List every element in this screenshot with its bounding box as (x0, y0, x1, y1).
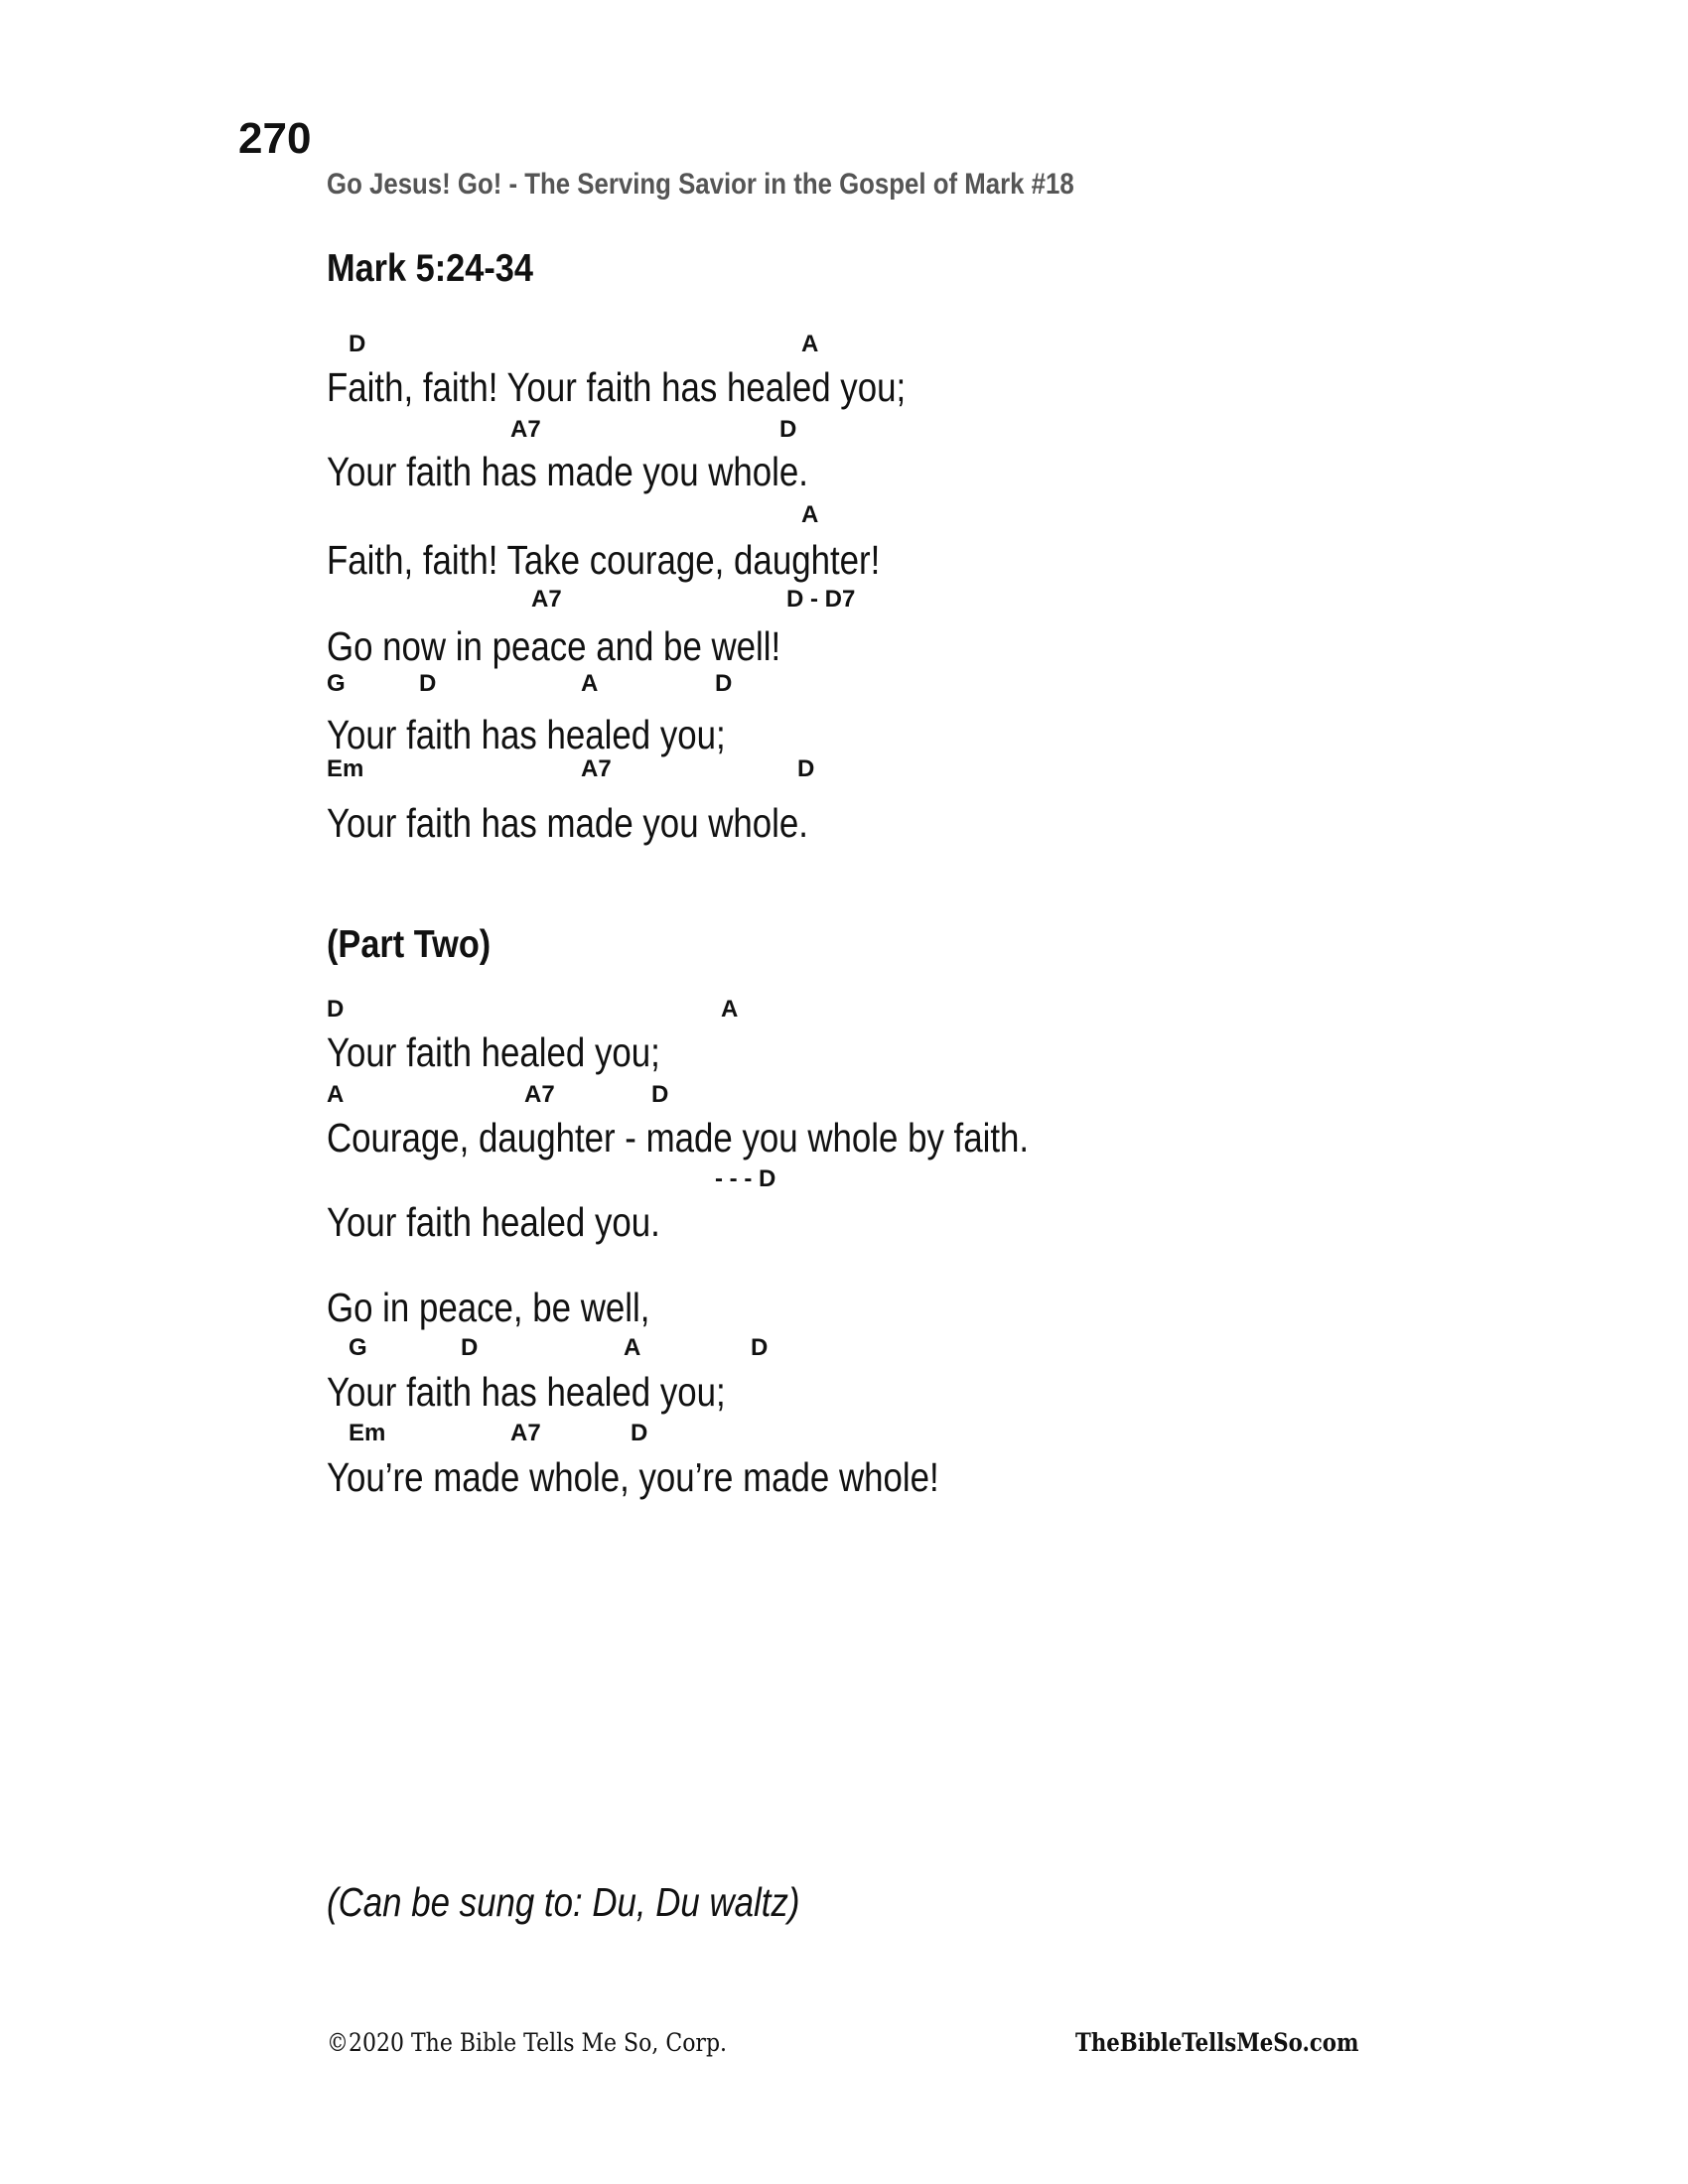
chord: A (801, 501, 819, 528)
part-two-heading: (Part Two) (327, 923, 492, 966)
lyric-line: You’re made whole, you’re made whole! (327, 1454, 939, 1500)
chord: - - - D (715, 1165, 776, 1192)
website-link[interactable]: TheBibleTellsMeSo.com (1075, 2028, 1359, 2057)
chord: A7 (581, 755, 612, 782)
chord: A (721, 996, 739, 1023)
chord: D (631, 1420, 648, 1446)
chord: A (624, 1334, 641, 1361)
lyric-line: Your faith healed you. (327, 1199, 660, 1245)
chord: A7 (510, 1420, 541, 1446)
chord: A (327, 1081, 345, 1108)
lyric-line: Your faith has made you whole. (327, 449, 808, 494)
chord: D (419, 670, 437, 697)
chord: D (779, 416, 797, 443)
lyric-line: Your faith has healed you; (327, 712, 726, 757)
chord: A7 (510, 416, 541, 443)
page-number: 270 (238, 114, 312, 163)
chord: D - D7 (786, 586, 856, 613)
song-subtitle: Go Jesus! Go! - The Serving Savior in the Gospel of Mark #18 (327, 168, 1074, 201)
lyric-line: Your faith healed you; (327, 1029, 660, 1075)
lyric-line: Faith, faith! Take courage, daughter! (327, 537, 881, 583)
chord: A (581, 670, 599, 697)
copyright-notice: ©2020 The Bible Tells Me So, Corp. (327, 2028, 728, 2057)
chord: G (349, 1334, 367, 1361)
chord: Em (349, 1420, 386, 1446)
chord: D (349, 331, 366, 357)
lyric-line: Courage, daughter - made you whole by faith. (327, 1115, 1030, 1160)
chord: Em (327, 755, 364, 782)
lyric-line: Go in peace, be well, (327, 1285, 650, 1330)
chord: A7 (531, 586, 562, 613)
chord: D (327, 996, 345, 1023)
lyric-line: Go now in peace and be well! (327, 623, 781, 669)
lyric-line: Faith, faith! Your faith has healed you; (327, 364, 907, 410)
chord: G (327, 670, 346, 697)
lyric-line: Your faith has healed you; (327, 1369, 726, 1415)
chord: D (797, 755, 815, 782)
scripture-heading: Mark 5:24-34 (327, 247, 533, 290)
lyric-line: Your faith has made you whole. (327, 800, 808, 846)
tune-note: (Can be sung to: Du, Du waltz) (327, 1879, 800, 1925)
chord: D (461, 1334, 479, 1361)
chord: A7 (524, 1081, 555, 1108)
chord: D (751, 1334, 769, 1361)
chord: D (715, 670, 733, 697)
chord: A (801, 331, 819, 357)
chord: D (651, 1081, 669, 1108)
